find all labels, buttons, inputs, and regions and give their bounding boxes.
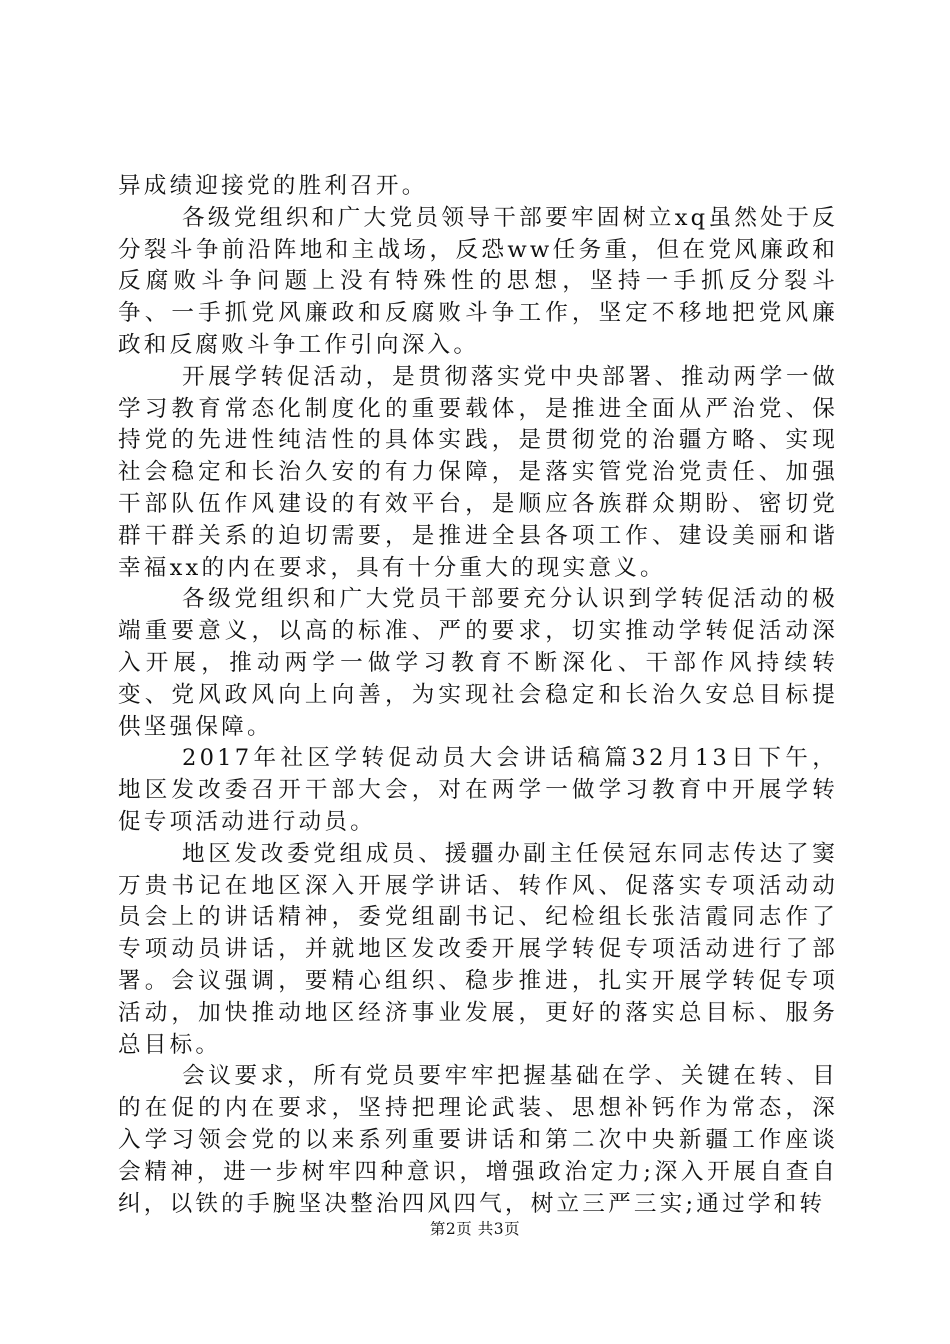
paragraph-meeting-requirements: 会议要求，所有党员要牢牢把握基础在学、关键在转、目的在促的内在要求，坚持把理论武装、思想补钙作为常态，深入学习领会党的以来系列重要讲话和第二次中央新疆工作座谈会精神，进一步树牢四种意识，增强政治定力;深入开展自查自纠，以铁的手腕坚决整治四风四气，树立三严三实;通过学和转 (118, 1063, 838, 1217)
paragraph-activity-significance: 开展学转促活动，是贯彻落实党中央部署、推动两学一做学习教育常态化制度化的重要载体，是推进全面从严治党、保持党的先进性纯洁性的具体实践，是贯彻党的治疆方略、实现社会稳定和长治久安的有力保障，是落实管党治党责任、加强干部队伍作风建设的有效平台，是顺应各族群众期盼、密切党群干群关系的迫切需要，是推进全县各项工作、建设美丽和谐幸福xx的内在要求，具有十分重大的现实意义。 (118, 363, 838, 581)
paragraph-meeting-speeches: 地区发改委党组成员、援疆办副主任侯冠东同志传达了窦万贵书记在地区深入开展学讲话、转作风、促落实专项活动动员会上的讲话精神，委党组副书记、纪检组长张洁霞同志作了专项动员讲话，并就地区发改委开展学转促专项活动进行了部署。会议强调，要精心组织、稳步推进，扎实开展学转促专项活动，加快推动地区经济事业发展，更好的落实总目标、服务总目标。 (118, 840, 838, 1058)
paragraph-cadre-requirements: 各级党组织和广大党员干部要充分认识到学转促活动的极端重要意义，以高的标准、严的要求，切实推动学转促活动深入开展，推动两学一做学习教育不断深化、干部作风持续转变、党风政风向上向善，为实现社会稳定和长治久安总目标提供坚强保障。 (118, 586, 838, 740)
paragraph-meeting-intro: 2017年社区学转促动员大会讲话稿篇32月13日下午，地区发改委召开干部大会，对在两学一做学习教育中开展学转促专项活动进行动员。 (118, 745, 838, 835)
page-number-footer: 第2页 共3页 (429, 1220, 521, 1238)
paragraph-continuation: 异成绩迎接党的胜利召开。 (118, 173, 428, 199)
paragraph-party-discipline: 各级党组织和广大党员领导干部要牢固树立xq虽然处于反分裂斗争前沿阵地和主战场，反恐ww任务重，但在党风廉政和反腐败斗争问题上没有特殊性的思想，坚持一手抓反分裂斗争、一手抓党风廉政和反腐败斗争工作，坚定不移地把党风廉政和反腐败斗争工作引向深入。 (118, 204, 838, 358)
document-body (118, 171, 838, 1220)
